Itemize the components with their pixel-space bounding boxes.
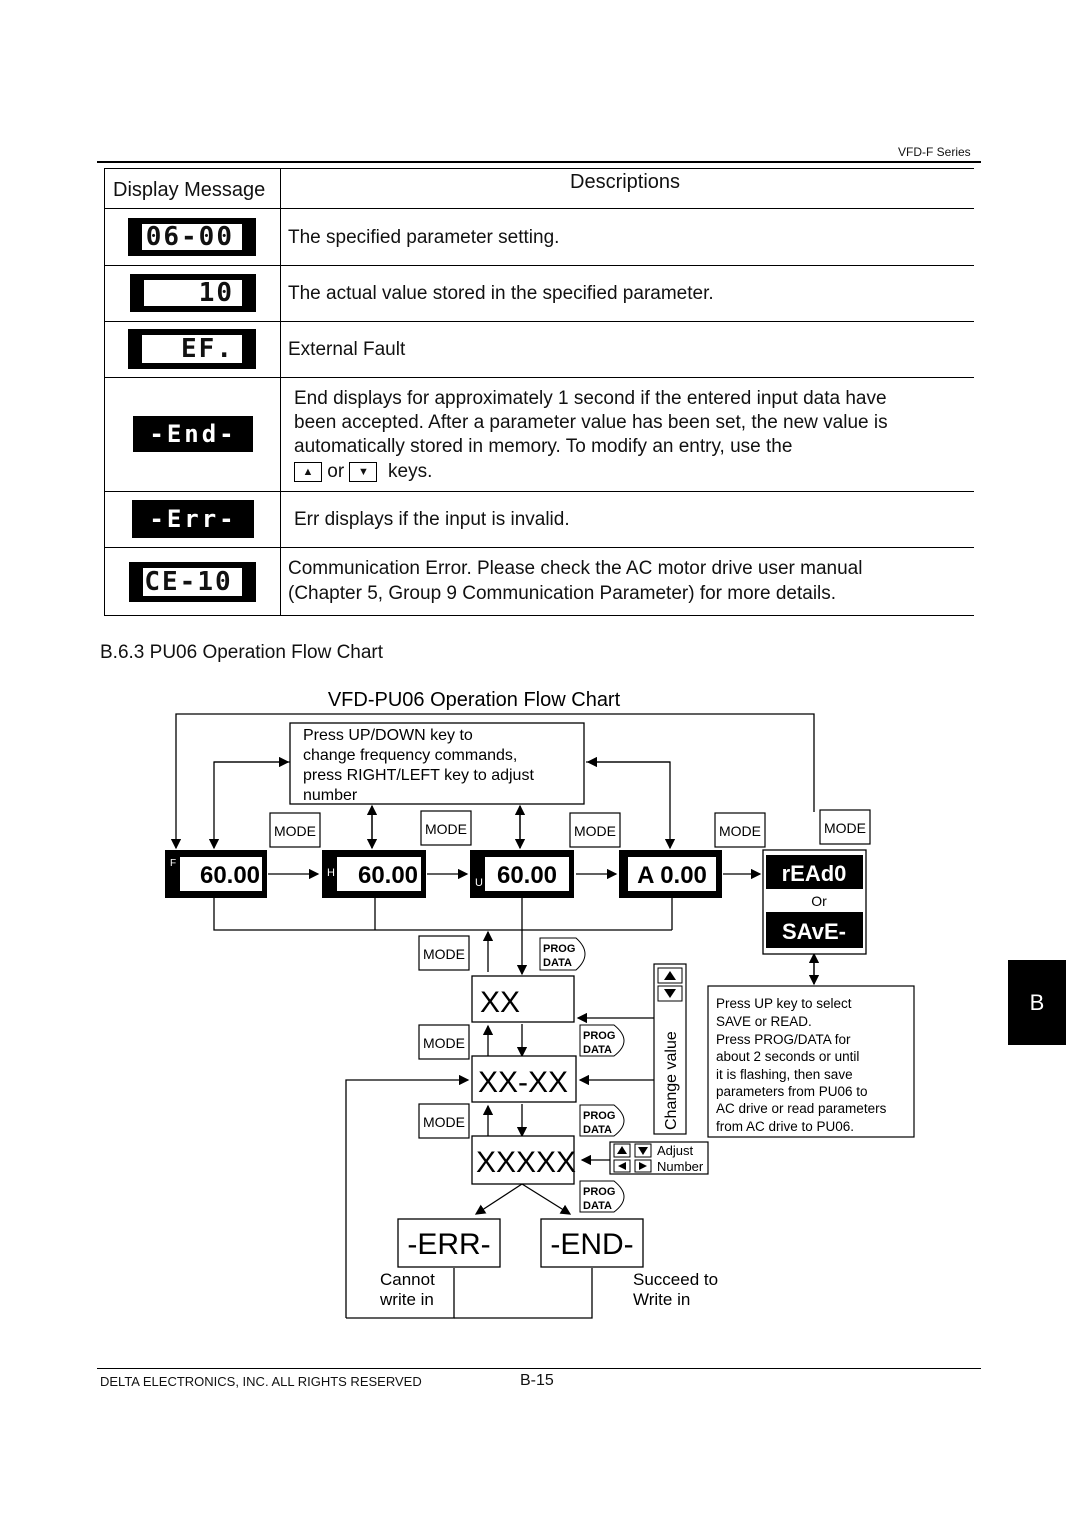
svg-text:60.00: 60.00 [357,862,419,889]
save-display: SAvE- [782,919,846,944]
xx-xx-display: XX-XX [478,1066,569,1099]
xxxxx-display: XXXXX [476,1146,577,1179]
note-right-line: Press PROG/DATA for [716,1032,851,1047]
succeed-label: Write in [633,1290,691,1309]
mode-label: MODE [425,821,467,837]
svg-text:DATA: DATA [583,1124,612,1136]
read-display: rEAd0 [781,861,847,886]
svg-text:60.00: 60.00 [199,862,261,889]
note-right-line: SAVE or READ. [716,1014,812,1029]
row-desc: External Fault [288,339,406,360]
err-display: -ERR- [407,1228,491,1261]
display-f [165,850,267,898]
svg-text:DATA: DATA [583,1200,612,1212]
svg-text:60.00: 60.00 [496,862,558,889]
note-right-line: it is flashing, then save [716,1067,853,1082]
adjust-label: Adjust [657,1143,694,1158]
row-desc-line: Communication Error. Please check the AC motor drive user manual [288,558,863,579]
note-right-line: parameters from PU06 to [716,1084,868,1099]
lcd-display-06-00: 06-00 [128,218,256,256]
mode-label: MODE [423,946,465,962]
end-display: -END- [550,1228,634,1261]
mode-label: MODE [274,823,316,839]
footer-copyright: DELTA ELECTRONICS, INC. ALL RIGHTS RESERVED [100,1374,422,1389]
or-label: Or [811,893,827,909]
succeed-label: Succeed to [633,1270,719,1289]
note-right-line: from AC drive to PU06. [716,1119,855,1134]
mode-label: MODE [824,820,866,836]
svg-text:PROG: PROG [583,1110,616,1122]
note-top-line: press RIGHT/LEFT key to adjust [303,767,534,784]
note-top-line: Press UP/DOWN key to [303,727,473,744]
note-top-line: number [303,787,358,804]
note-top-line: change frequency commands, [303,747,518,764]
up-arrow-icon: ▲ [294,462,322,482]
lcd-display-err: -Err- [132,500,254,538]
lcd-display-end: -End- [133,416,253,452]
mode-label: MODE [423,1035,465,1051]
svg-text:U: U [475,877,483,889]
display-h [322,850,426,898]
row-desc-keys: ▲ or ▼ keys. [294,460,432,484]
lcd-display-ce-10: CE-10 [129,562,256,602]
row-desc: Err displays if the input is invalid. [294,509,570,530]
row-desc-line: automatically stored in memory. To modify an entry, use the [294,436,793,457]
row-desc: The actual value stored in the specified parameter. [288,283,714,304]
mode-label: MODE [574,823,616,839]
section-title: B.6.3 PU06 Operation Flow Chart [100,642,384,663]
svg-text:DATA: DATA [543,957,572,969]
svg-text:H: H [327,867,335,879]
display-a [619,850,722,898]
row-desc: The specified parameter setting. [288,227,560,248]
mode-label: MODE [719,823,761,839]
footer-rule [97,1368,981,1369]
cannot-write-label: Cannot [380,1270,435,1289]
row-desc-line: been accepted. After a parameter value has been set, the new value is [294,412,888,433]
note-right-line: Press UP key to select [716,996,852,1011]
lcd-display-10: 10 [130,274,256,312]
svg-text:PROG: PROG [583,1186,616,1198]
xx-display: XX [480,986,521,1019]
down-arrow-icon: ▼ [349,462,377,482]
note-right-line: AC drive or read parameters [716,1101,887,1116]
lcd-display-ef: EF. [128,329,256,369]
col-header-descriptions: Descriptions [570,171,681,193]
svg-text:PROG: PROG [543,943,576,955]
display-u [470,850,574,898]
chapter-tab: B [1008,960,1066,1045]
svg-text:F: F [170,858,177,869]
number-label: Number [657,1159,704,1174]
change-value-label: Change value [663,1031,680,1130]
page-number: B-15 [520,1372,554,1389]
col-header-display: Display Message [113,179,266,201]
series-label: VFD-F Series [898,145,971,159]
svg-text:DATA: DATA [583,1044,612,1056]
row-desc-line: End displays for approximately 1 second if the entered input data have [294,388,887,409]
mode-label: MODE [423,1114,465,1130]
row-desc-line: (Chapter 5, Group 9 Communication Parameter) for more details. [288,583,837,604]
cannot-write-label: write in [380,1290,434,1309]
flow-title: VFD-PU06 Operation Flow Chart [327,689,621,711]
svg-text:A 0.00: A 0.00 [637,862,707,889]
svg-text:PROG: PROG [583,1030,616,1042]
note-right-line: about 2 seconds or until [716,1049,860,1064]
